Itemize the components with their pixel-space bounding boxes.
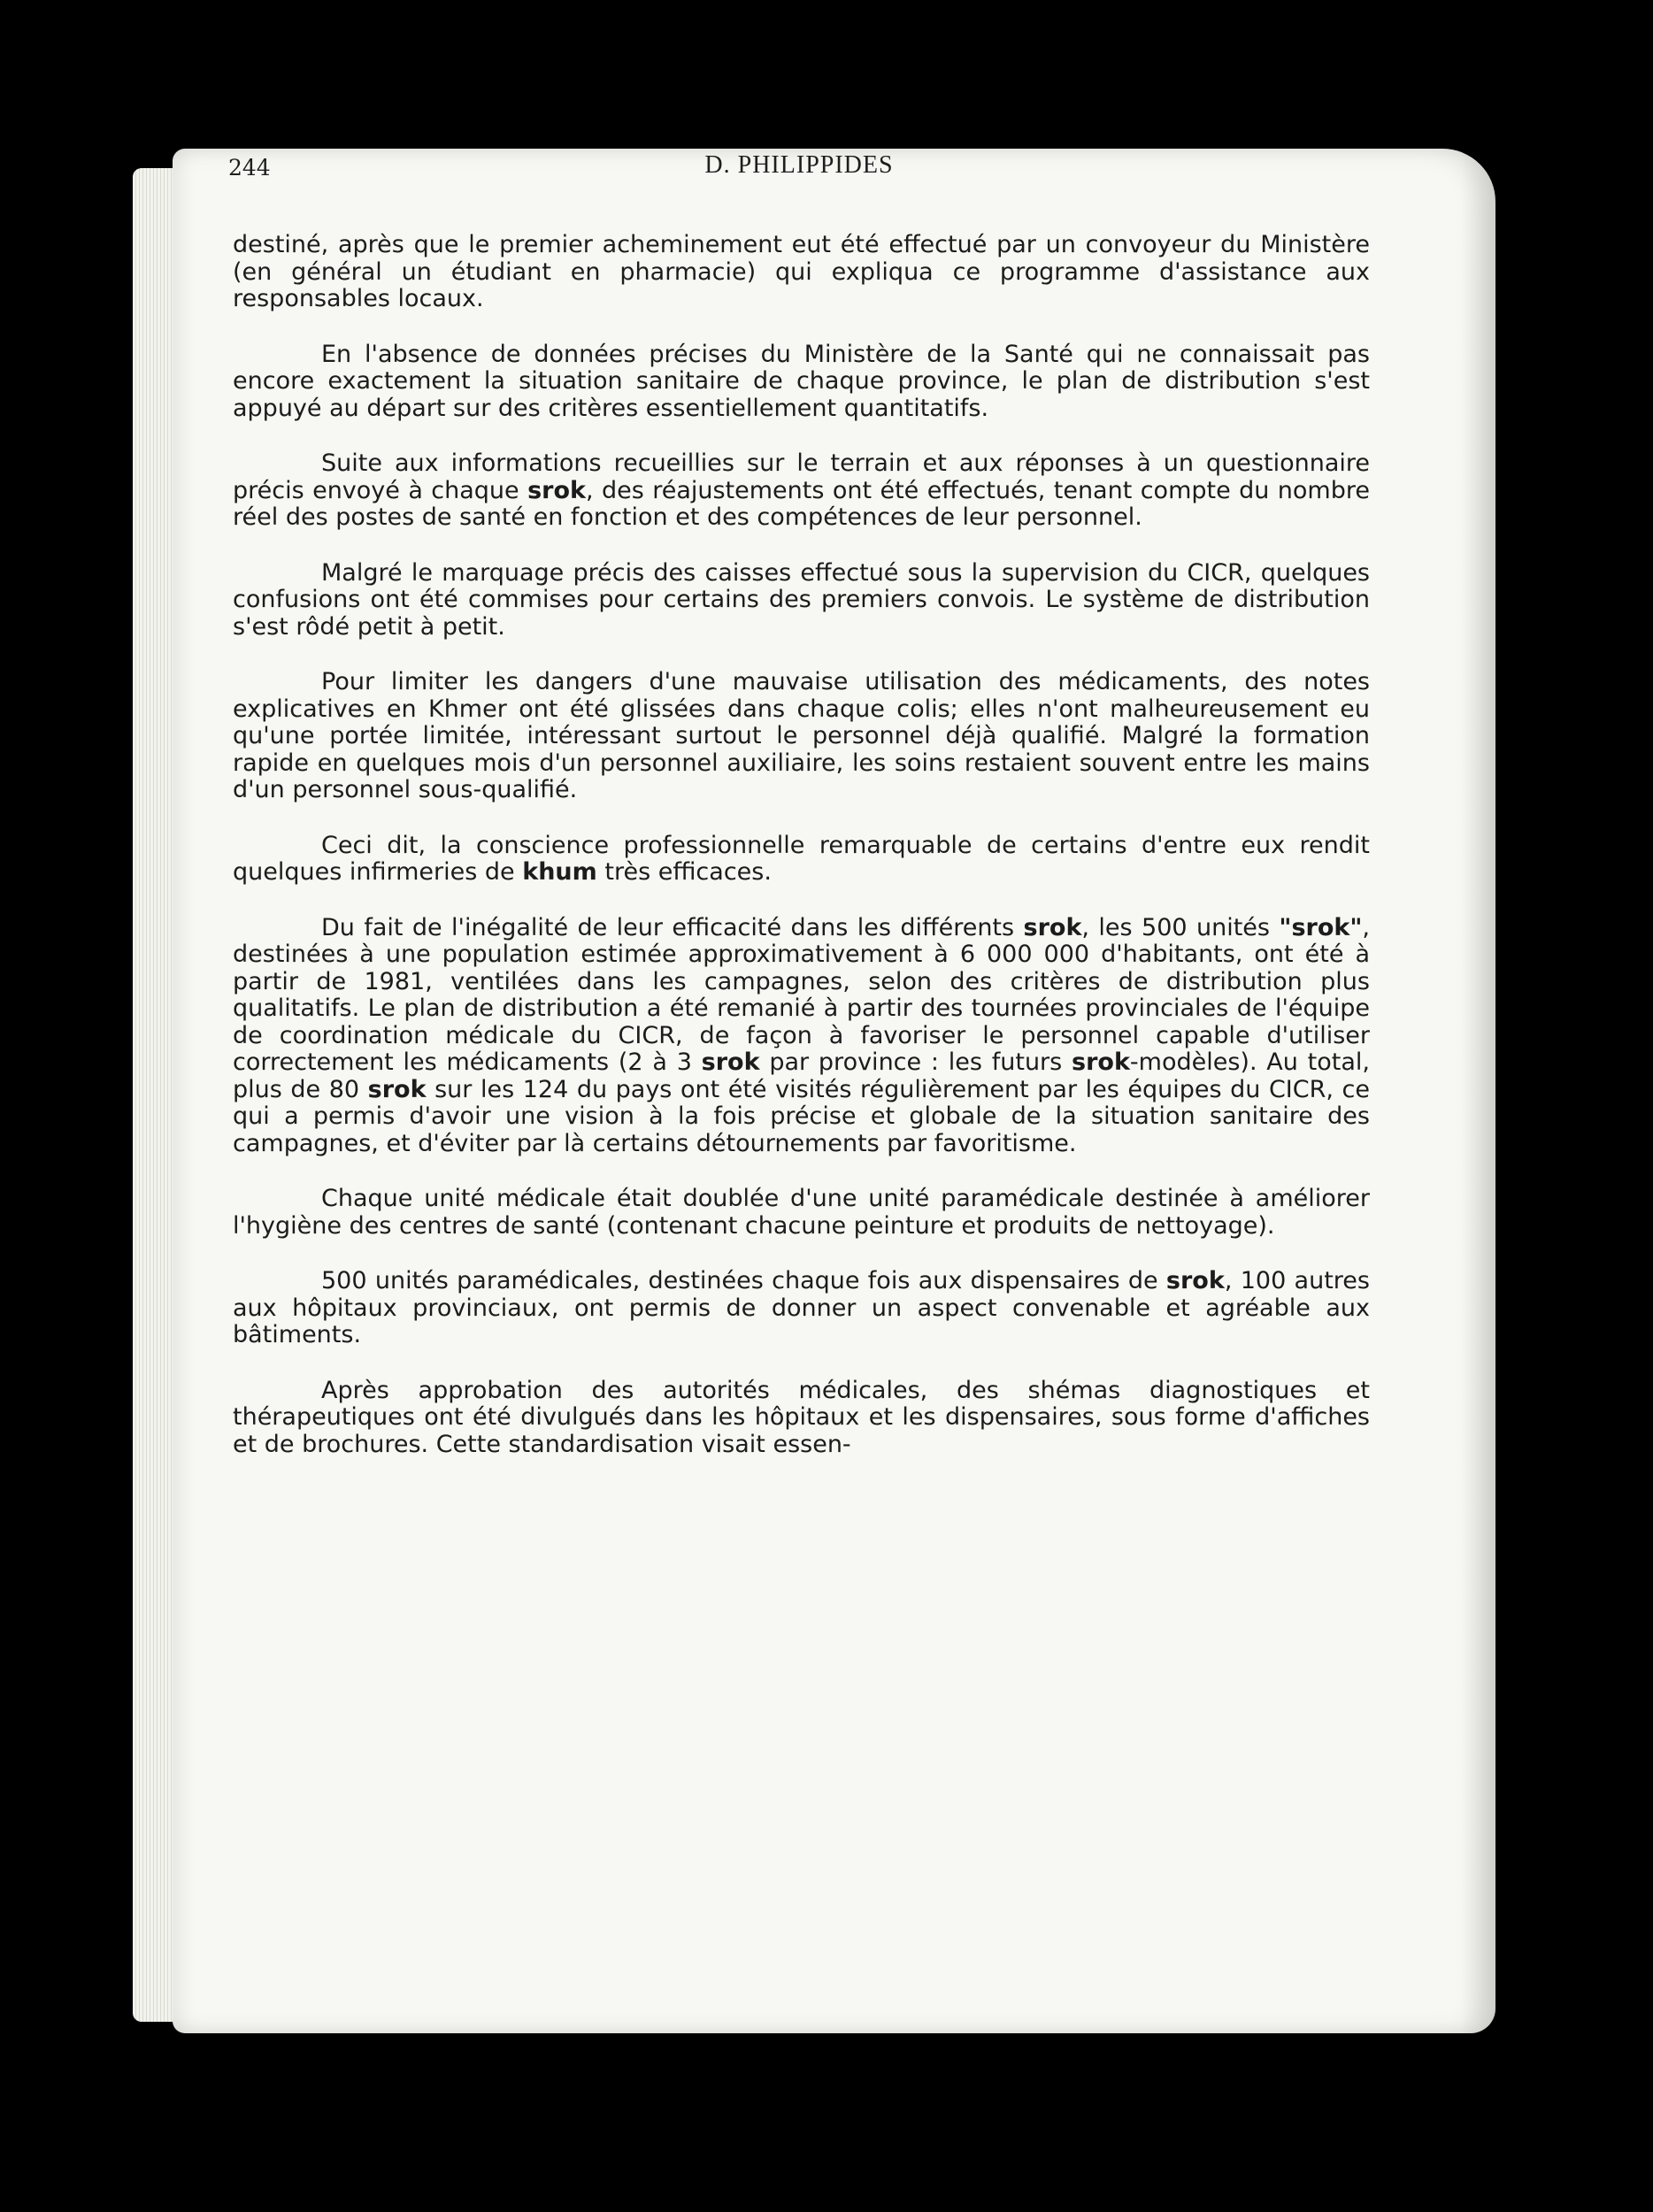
paragraph-6 xyxy=(233,833,1370,887)
term-srok-quoted: "srok" xyxy=(1279,913,1363,941)
paragraph-7-text-2: , les 500 unités xyxy=(1081,913,1280,941)
paragraph-9 xyxy=(233,1268,1370,1349)
paragraph-3-text-a: Suite aux informations recueillies sur le terrain et aux réponses à un questionnaire précis envoyé à chaque xyxy=(233,449,1370,504)
term-srok: srok xyxy=(367,1075,427,1103)
running-head-title: D. PHILIPPIDES xyxy=(704,151,894,179)
running-head xyxy=(228,146,1370,190)
page-number: 244 xyxy=(228,155,271,180)
page-curl-shadow xyxy=(1460,149,1495,2033)
paragraph-4: Malgré le marquage précis des caisses effectué sous la supervision du CICR, quelques confusions ont été commises pour certains des premiers convois. Le système de distribution s'est rôdé petit à petit. xyxy=(233,558,1370,641)
paragraph-7 xyxy=(233,915,1370,1158)
term-srok: srok xyxy=(1072,1048,1130,1076)
paragraph-9-text-a: 500 unités paramédicales, destinées chaque fois aux dispensaires de xyxy=(321,1267,1166,1294)
paragraph-6-text-a: Ceci dit, la conscience professionnelle remarquable de certains d'entre eux rendit quelques infirmeries de xyxy=(233,831,1370,886)
paragraph-7-text-6: sur les 124 du pays ont été visités régulièrement par les équipes du CICR, ce qui a permis d'avoir une vision à la fois précise et globale de la situation sanitaire des campagnes, et d'éviter par là certains détournements par favoritisme. xyxy=(233,1075,1370,1157)
paragraph-6-text-b: très efficaces. xyxy=(596,858,772,886)
paragraph-7-text-1: Du fait de l'inégalité de leur efficacité dans les différents xyxy=(321,913,1024,941)
paragraph-7-text-3: , destinées à une population estimée approximativement à 6 000 000 d'habitants, ont été à partir de 1981, ventilées dans les campagnes, selon des critères de distribution plus qualitatifs. Le plan de distribution a été remanié à partir des tournées provinciales de l'équipe de coordination médicale du CICR, de façon à favoriser le personnel capable d'utiliser correctement les médicaments (2 à 3 xyxy=(233,913,1371,1076)
term-khum: khum xyxy=(522,858,597,886)
term-srok: srok xyxy=(1023,913,1082,941)
paragraph-10: Après approbation des autorités médicales, des shémas diagnostiques et thérapeutiques ont été divulgués dans les hôpitaux et les dispensaires, sous forme d'affiches et de brochures. Cette standardisation visait essen- xyxy=(233,1376,1370,1458)
paragraph-8: Chaque unité médicale était doublée d'une unité paramédicale destinée à améliorer l'hygiène des centres de santé (contenant chacune peinture et produits de nettoyage). xyxy=(233,1185,1370,1240)
paragraph-9-text-b: , 100 autres aux hôpitaux provinciaux, ont permis de donner un aspect convenable et agréable aux bâtiments. xyxy=(233,1267,1370,1348)
paragraph-1: destiné, après que le premier acheminement eut été effectué par un convoyeur du Ministère (en général un étudiant en pharmacie) qui expliqua ce programme d'assistance aux responsables locaux. xyxy=(233,231,1370,312)
term-srok: srok xyxy=(1165,1267,1225,1294)
paragraph-3 xyxy=(233,450,1370,532)
paragraph-2: En l'absence de données précises du Ministère de la Santé qui ne connaissait pas encore exactement la situation sanitaire de chaque province, le plan de distribution s'est appuyé au départ sur des critères essentiellement quantitatifs. xyxy=(233,340,1370,422)
paragraph-3-text-b: , des réajustements ont été effectués, tenant compte du nombre réel des postes de santé en fonction et des compétences de leur personnel. xyxy=(233,476,1370,531)
term-srok: srok xyxy=(527,476,586,504)
paragraph-7-text-4: par province : les futurs xyxy=(759,1048,1073,1076)
paragraph-7-text-5: -modèles). Au total, plus de 80 xyxy=(233,1048,1370,1103)
paragraph-5: Pour limiter les dangers d'une mauvaise utilisation des médicaments, des notes explicatives en Khmer ont été glissées dans chaque colis; elles n'ont malheureusement eu qu'une portée limitée, intéressant surtout le personnel déjà qualifié. Malgré la formation rapide en quelques mois d'un personnel auxiliaire, les soins restaient souvent entre les mains d'un personnel sous-qualifié. xyxy=(233,668,1370,803)
body-text xyxy=(233,232,1370,1458)
term-srok: srok xyxy=(701,1048,760,1076)
